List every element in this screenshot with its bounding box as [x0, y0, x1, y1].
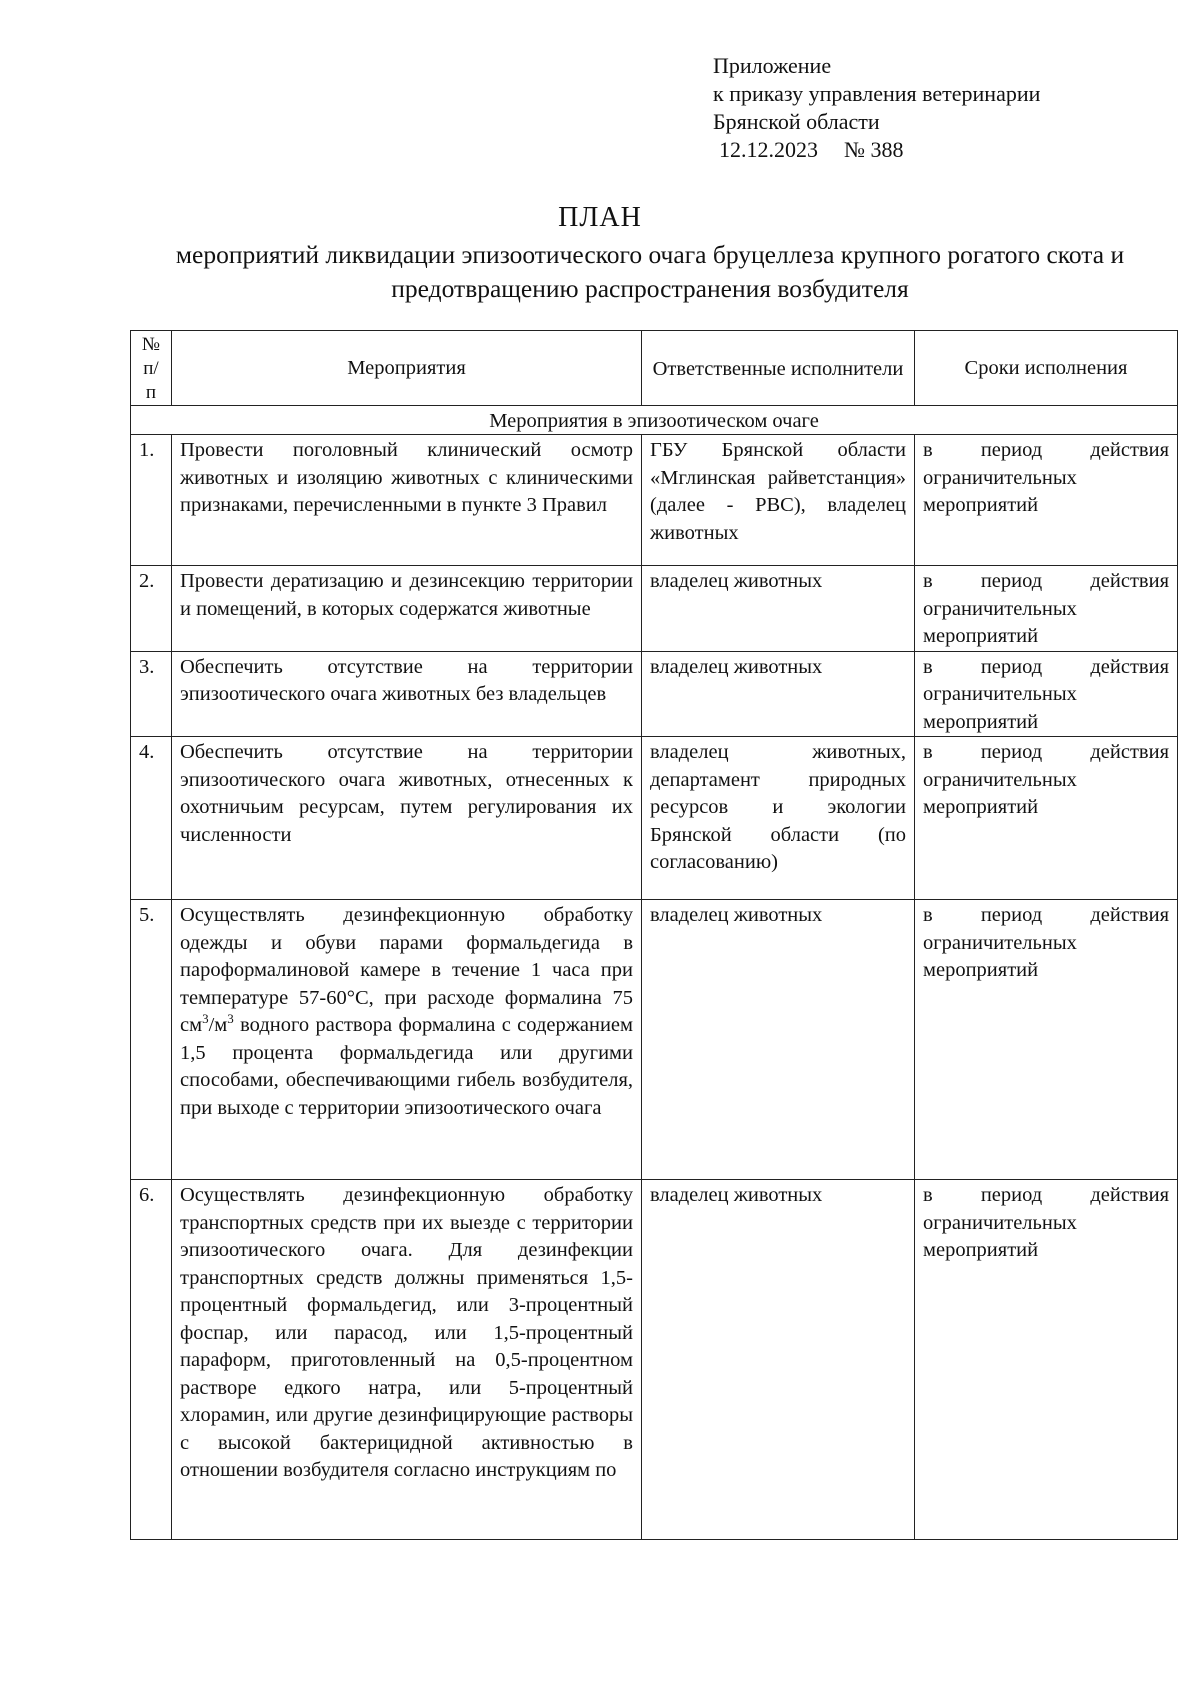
section-title: Мероприятия в эпизоотическом очаге — [131, 406, 1178, 435]
table-row — [131, 435, 1178, 566]
row-num: 6. — [131, 1180, 172, 1540]
header-measure: Мероприятия — [172, 331, 642, 406]
order-date: 12.12.2023 — [719, 137, 818, 162]
row-responsible: владелец животных — [642, 566, 915, 652]
measure-text-part: Осуществлять дезинфекционную обработку одежды и обуви парами формальдегида в пароформалиновой камере в течение 1 часа при температуре 57-60°С, при расходе формалина 75 см — [180, 904, 633, 1036]
row-num: 2. — [131, 566, 172, 652]
section-row — [131, 406, 1178, 435]
appendix-title: Приложение — [713, 53, 832, 78]
header-responsible: Ответственные исполнители — [642, 331, 915, 406]
appendix-block — [713, 52, 1040, 164]
measure-text-part: водного раствора формалина с содержанием 1,5 процента формальдегида или другими способами, обеспечивающими гибель возбудителя, при выходе с территории эпизоотического очага — [180, 1014, 633, 1119]
row-term: в период действия ограничительных мероприятий — [915, 651, 1178, 737]
row-measure: Осуществлять дезинфекционную обработку транспортных средств при их выезде с территории эпизоотического очага. Для дезинфекции транспортных средств должны применяться 1,5-процентный формальдегид, или 3-процентный фоспар, или парасод, или 1,5-процентный параформ, приготовленный на 0,5-процентном растворе едкого натра, или 5-процентный хлорамин, или другие дезинфицирующие растворы с высокой бактерицидной активностью в отношении возбудителя согласно инструкциям по — [172, 1180, 642, 1540]
table-header-row — [131, 331, 1178, 406]
table-row — [131, 566, 1178, 652]
row-term: в период действия ограничительных мероприятий — [915, 900, 1178, 1180]
table-row — [131, 651, 1178, 737]
table-row — [131, 900, 1178, 1180]
row-num: 5. — [131, 900, 172, 1180]
header-term: Сроки исполнения — [915, 331, 1178, 406]
row-measure: Провести поголовный клинический осмотр животных и изоляцию животных с клиническими признаками, перечисленными в пункте 3 Правил — [172, 435, 642, 566]
row-num: 4. — [131, 737, 172, 900]
row-responsible: владелец животных, департамент природных ресурсов и экологии Брянской области (по согласованию) — [642, 737, 915, 900]
row-measure: Обеспечить отсутствие на территории эпизоотического очага животных, отнесенных к охотничьим ресурсам, путем регулирования их численности — [172, 737, 642, 900]
table-row — [131, 737, 1178, 900]
row-term: в период действия ограничительных мероприятий — [915, 1180, 1178, 1540]
plan-table — [130, 330, 1178, 1540]
superscript: 3 — [202, 1011, 209, 1027]
measure-text-part: /м — [208, 1014, 228, 1036]
row-responsible: владелец животных — [642, 651, 915, 737]
row-responsible: владелец животных — [642, 1180, 915, 1540]
page-subtitle: мероприятий ликвидации эпизоотического очага бруцеллеза крупного рогатого скота и предотвращению распространения возбудителя — [175, 240, 1125, 303]
row-measure: Провести дератизацию и дезинсекцию территории и помещений, в которых содержатся животные — [172, 566, 642, 652]
row-measure — [172, 900, 642, 1180]
row-term: в период действия ограничительных мероприятий — [915, 435, 1178, 566]
order-number: № 388 — [844, 137, 904, 162]
appendix-date-line — [713, 136, 1040, 164]
row-term: в период действия ограничительных мероприятий — [915, 737, 1178, 900]
table-row — [131, 1180, 1178, 1540]
row-measure: Обеспечить отсутствие на территории эпизоотического очага животных без владельцев — [172, 651, 642, 737]
superscript: 3 — [227, 1011, 234, 1027]
row-num: 1. — [131, 435, 172, 566]
row-term: в период действия ограничительных мероприятий — [915, 566, 1178, 652]
header-num: № п/п — [131, 331, 172, 406]
page-title: ПЛАН — [558, 202, 642, 233]
appendix-region: Брянской области — [713, 109, 880, 134]
row-num: 3. — [131, 651, 172, 737]
appendix-order-ref: к приказу управления ветеринарии — [713, 81, 1041, 106]
row-responsible: владелец животных — [642, 900, 915, 1180]
row-responsible: ГБУ Брянской области «Мглинская райветстанция» (далее - РВС), владелец животных — [642, 435, 915, 566]
